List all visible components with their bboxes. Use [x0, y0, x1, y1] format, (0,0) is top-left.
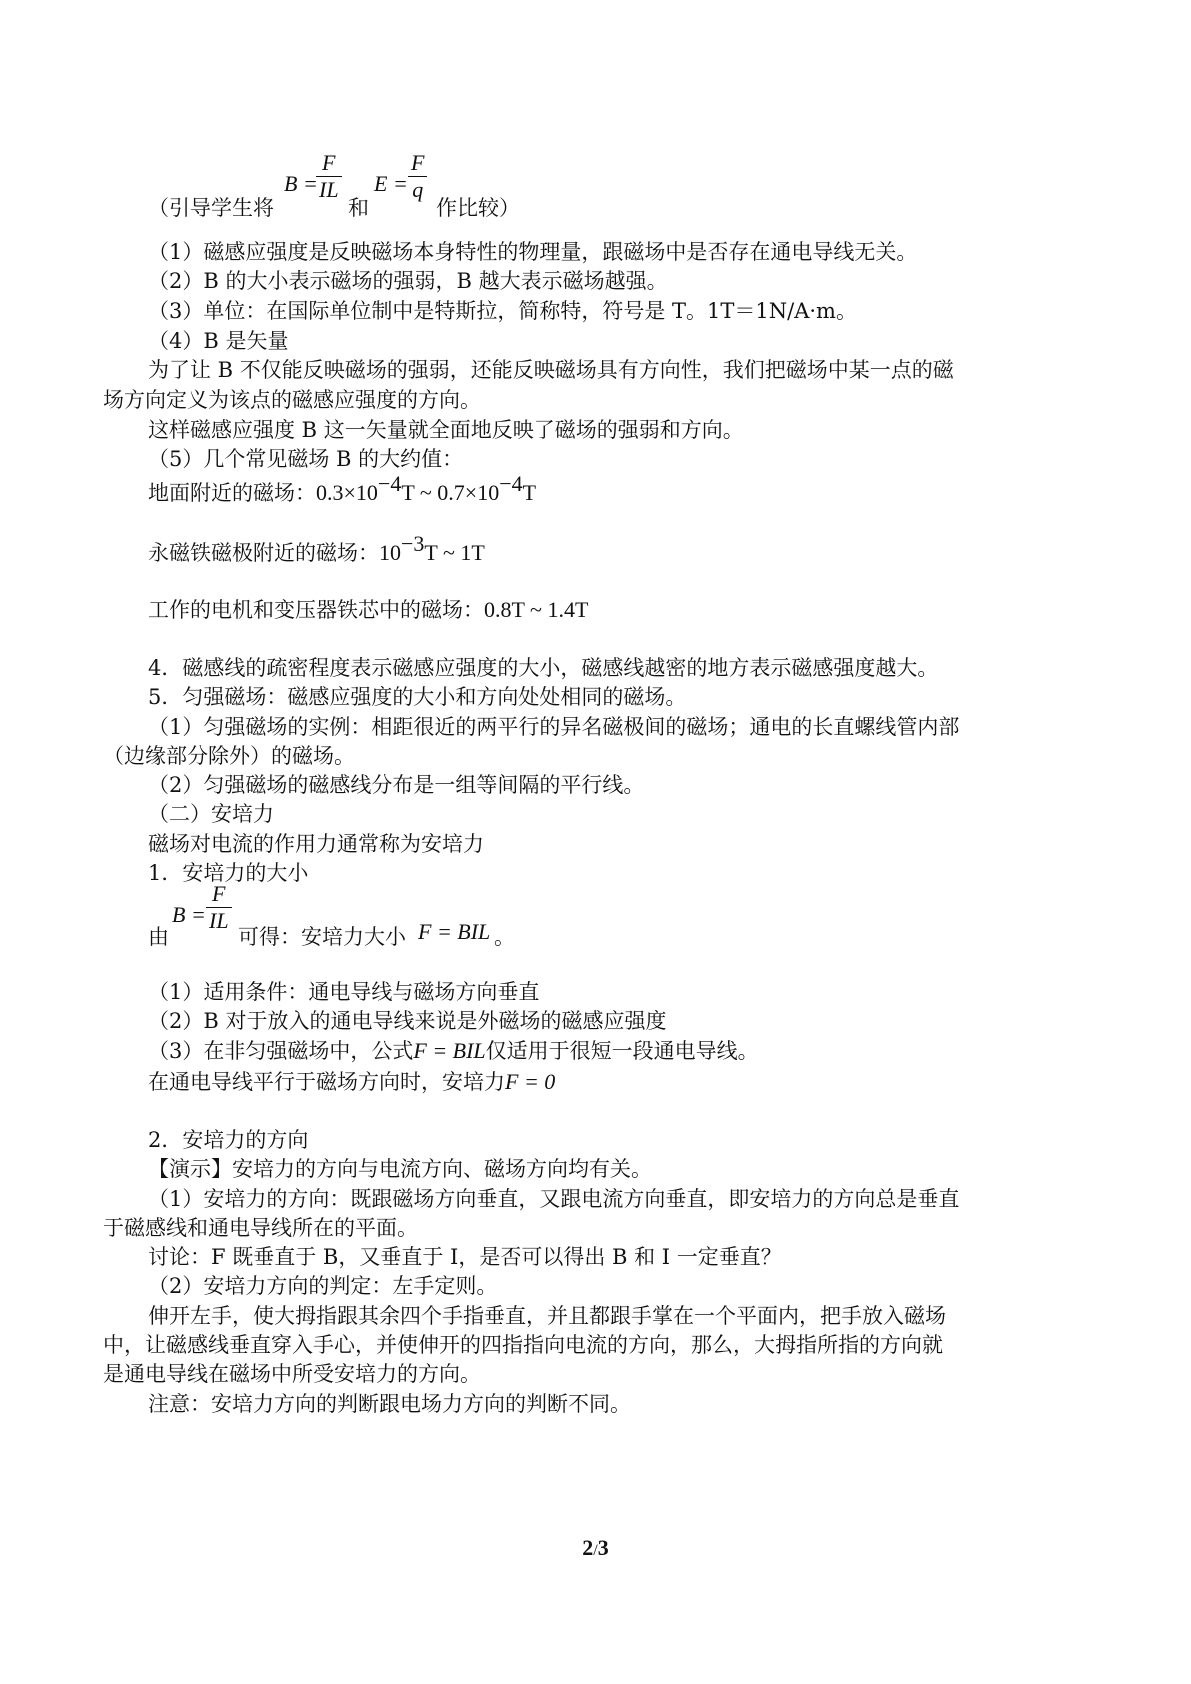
page-total: 3 [597, 1535, 609, 1560]
condition-1: （1）适用条件：通电导线与磁场方向垂直 [148, 980, 540, 1004]
value-earth-exp2: −4 [499, 471, 523, 496]
direction-d1-line1: （1）安培力的方向：既跟磁场方向垂直，又跟电流方向垂直，即安培力的方向总是垂直 [148, 1187, 960, 1211]
formula-b-numerator: F [316, 150, 342, 177]
ampere-intro: 磁场对电流的作用力通常称为安培力 [148, 832, 484, 856]
formula-e-denominator: q [412, 177, 424, 202]
from-prefix: 由 [148, 925, 169, 949]
parallel-prefix: 在通电导线平行于磁场方向时，安培力 [148, 1070, 505, 1094]
direction-d2: （2）安培力方向的判定：左手定则。 [148, 1274, 498, 1298]
from-mid: 可得：安培力大小 [238, 925, 406, 949]
direction-sub2: 2．安培力的方向 [148, 1128, 309, 1152]
condition-3-formula: F = BIL [413, 1038, 486, 1063]
value-magnet-a: 10 [379, 540, 401, 565]
value-earth-label: 地面附近的磁场： [148, 481, 316, 505]
condition-2: （2）B 对于放入的通电导线来说是外磁场的磁感应强度 [148, 1009, 667, 1033]
intro-and: 和 [348, 196, 369, 220]
point-3: （3）单位：在国际单位制中是特斯拉，简称特，符号是 T。1T＝1N/A·m。 [148, 299, 857, 323]
formula-b-denominator: IL [319, 177, 339, 202]
rule-line1: 伸开左手，使大拇指跟其余四个手指垂直，并且都跟手掌在一个平面内，把手放入磁场 [148, 1304, 946, 1328]
value-magnet-label: 永磁铁磁极附近的磁场： [148, 541, 379, 565]
rule-line3: 是通电导线在磁场中所受安培力的方向。 [103, 1362, 481, 1386]
direction-para-line4: （5）几个常见磁场 B 的大约值： [148, 447, 464, 471]
ampere-sub1: 1．安培力的大小 [148, 861, 309, 885]
point-4: （4）B 是矢量 [148, 329, 289, 353]
value-earth-exp1: −4 [377, 471, 402, 496]
formula-b-fraction [316, 150, 342, 203]
direction-d1-line2: 于磁感线和通电导线所在的平面。 [103, 1216, 418, 1240]
value-motor [148, 594, 1191, 626]
value-motor-label: 工作的电机和变压器铁芯中的磁场： [148, 598, 484, 622]
intro-prefix: （引导学生将 [148, 196, 274, 220]
from-denominator: IL [209, 908, 229, 933]
formula-e-numerator: F [408, 150, 427, 177]
condition-3-suffix: 仅适用于很短一段通电导线。 [485, 1039, 759, 1063]
intro-suffix: 作比较） [436, 196, 520, 220]
page-current: 2 [582, 1535, 594, 1560]
condition-3-prefix: （3）在非匀强磁场中，公式 [148, 1039, 414, 1063]
condition-3 [148, 1035, 1191, 1067]
value-earth-a: 0.3×10 [316, 480, 378, 505]
value-earth [148, 471, 1191, 509]
direction-demo: 【演示】安培力的方向与电流方向、磁场方向均有关。 [148, 1157, 652, 1181]
from-formula: F = BIL [418, 919, 491, 944]
value-magnet-b: T ~ 1T [424, 540, 485, 565]
from-lhs: B = [172, 902, 206, 927]
formula-e-fraction [408, 150, 427, 203]
value-magnet-exp: −3 [401, 531, 425, 556]
value-magnet [148, 531, 1191, 569]
parallel-line [148, 1066, 1191, 1098]
value-motor-val: 0.8T ~ 1.4T [484, 597, 589, 622]
direction-note: 注意：安培力方向的判断跟电场力方向的判断不同。 [148, 1392, 631, 1416]
parallel-formula: F = 0 [505, 1069, 556, 1094]
from-fraction [206, 881, 232, 934]
point-1: （1）磁感应强度是反映磁场本身特性的物理量，跟磁场中是否存在通电导线无关。 [148, 240, 918, 264]
formula-b-lhs: B = [284, 171, 318, 196]
from-numerator: F [206, 881, 232, 908]
page-separator: / [593, 1542, 598, 1559]
section-5-p1-line2: （边缘部分除外）的磁场。 [103, 744, 355, 768]
page-number [0, 1535, 1191, 1561]
formula-e-lhs: E = [374, 171, 408, 196]
point-2: （2）B 的大小表示磁场的强弱，B 越大表示磁场越强。 [148, 269, 668, 293]
direction-para-line2: 场方向定义为该点的磁感应强度的方向。 [103, 388, 481, 412]
section-5-title: 5．匀强磁场：磁感应强度的大小和方向处处相同的磁场。 [148, 685, 687, 709]
value-earth-c: T [522, 480, 537, 505]
section-5-p1-line1: （1）匀强磁场的实例：相距很近的两平行的异名磁极间的磁场；通电的长直螺线管内部 [148, 715, 960, 739]
value-earth-b: T ~ 0.7×10 [401, 480, 500, 505]
section-4: 4．磁感线的疏密程度表示磁感应强度的大小，磁感线越密的地方表示磁感强度越大。 [148, 656, 939, 680]
direction-para-line1: 为了让 B 不仅能反映磁场的强弱，还能反映磁场具有方向性，我们把磁场中某一点的磁 [148, 358, 954, 382]
direction-discussion: 讨论：F 既垂直于 B，又垂直于 I，是否可以得出 B 和 I 一定垂直？ [148, 1245, 782, 1269]
rule-line2: 中，让磁感线垂直穿入手心，并使伸开的四指指向电流的方向，那么，大拇指所指的方向就 [103, 1333, 943, 1357]
ampere-heading: （二）安培力 [148, 802, 274, 826]
section-5-p2: （2）匀强磁场的磁感线分布是一组等间隔的平行线。 [148, 773, 645, 797]
from-end: 。 [494, 925, 515, 949]
direction-para-line3: 这样磁感应强度 B 这一矢量就全面地反映了磁场的强弱和方向。 [148, 418, 744, 442]
